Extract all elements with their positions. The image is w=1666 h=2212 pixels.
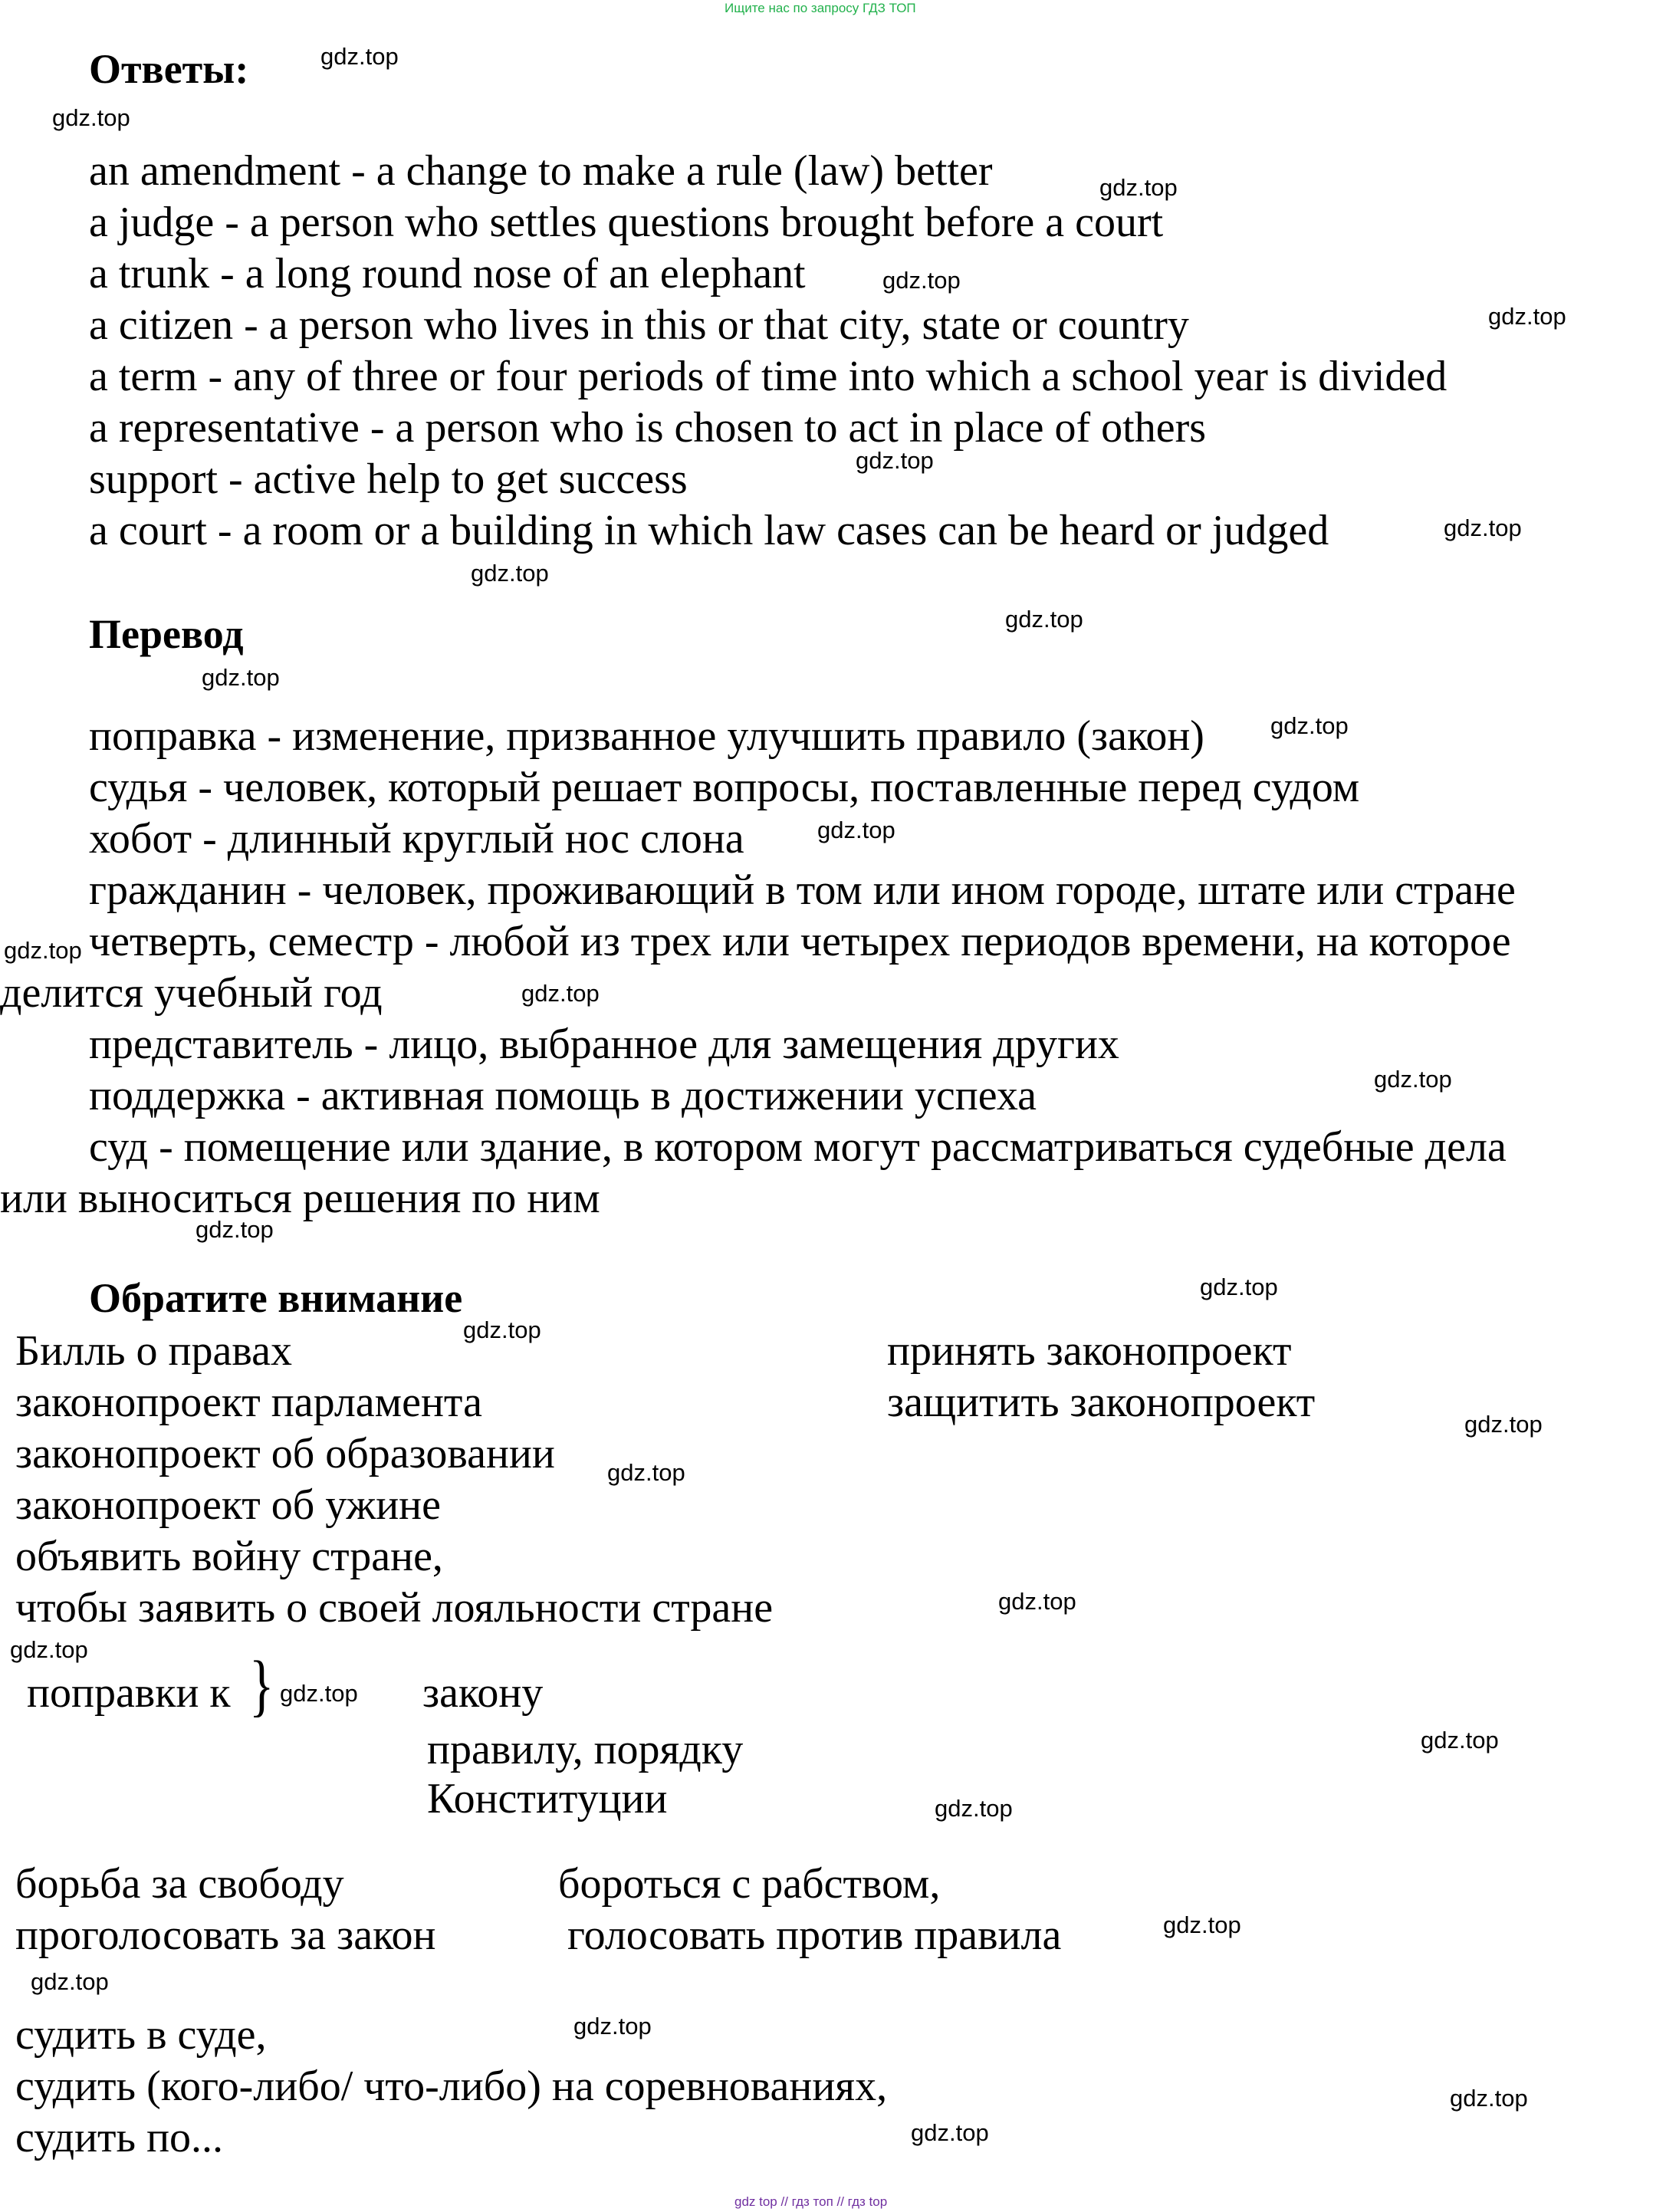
watermark: gdz.top [1374,1066,1452,1093]
watermark: gdz.top [817,817,895,843]
translation-line: гражданин - человек, проживающий в том или ином городе, штате или стране [89,866,1516,914]
answer-item: an amendment - a change to make a rule (law) better [89,147,993,195]
translation-line: поддержка - активная помощь в достижении успеха [89,1072,1037,1119]
pair-left: борьба за свободу [15,1860,344,1908]
watermark: gdz.top [463,1316,541,1343]
watermark: gdz.top [471,560,549,587]
watermark: gdz.top [1163,1911,1241,1938]
translation-line: четверть, семестр - любой из трех или четырех периодов времени, на которое [89,918,1511,965]
answers-heading: Ответы: [89,46,249,92]
translation-line: хобот - длинный круглый нос слона [89,815,744,863]
translation-heading: Перевод [89,611,244,657]
answer-item: a representative - a person who is chosen to act in place of others [89,404,1207,452]
curly-brace: } [249,1648,274,1724]
notice-phrase: чтобы заявить о своей лояльности стране [15,1584,774,1632]
answer-item: a judge - a person who settles questions brought before a court [89,199,1164,246]
judge-line: судить (кого-либо/ что-либо) на соревнованиях, [15,2062,888,2110]
translation-line: представитель - лицо, выбранное для замещения других [89,1021,1119,1068]
watermark: gdz.top [52,104,130,131]
notice-phrase: законопроект парламента [15,1379,482,1426]
notice-heading: Обратите внимание [89,1275,463,1321]
translation-line: поправка - изменение, призванное улучшить правило (закон) [89,712,1204,760]
notice-phrase: защитить законопроект [887,1379,1316,1426]
footer-note: gdz top // гдз топ // гдз top [734,2194,888,2209]
watermark: gdz.top [1488,303,1566,330]
watermark: gdz.top [1005,606,1083,633]
watermark: gdz.top [196,1216,274,1243]
watermark: gdz.top [320,43,399,70]
watermark: gdz.top [10,1636,88,1663]
watermark: gdz.top [1099,174,1178,201]
notice-phrase: Билль о правах [15,1327,292,1375]
watermark: gdz.top [607,1459,685,1486]
notice-phrase: принять законопроект [887,1327,1292,1375]
watermark: gdz.top [573,2013,652,2039]
notice-phrase: законопроект об ужине [15,1481,441,1529]
answer-item: a citizen - a person who lives in this or that city, state or country [89,301,1189,349]
translation-line: судья - человек, который решает вопросы, поставленные перед судом [89,764,1360,811]
watermark: gdz.top [202,664,280,691]
watermark: gdz.top [1444,514,1522,541]
amendments-item: закону [422,1669,544,1717]
amendments-item: правилу, порядку [427,1726,744,1773]
pair-right: бороться с рабством, [558,1860,941,1908]
watermark: gdz.top [1270,712,1349,739]
translation-line: или выноситься решения по ним [0,1175,600,1222]
watermark: gdz.top [882,267,961,294]
pair-left: проголосовать за закон [15,1911,436,1959]
watermark: gdz.top [31,1968,109,1995]
watermark: gdz.top [1464,1411,1543,1438]
answer-item: a term - any of three or four periods of time into which a school year is divided [89,353,1447,400]
watermark: gdz.top [521,980,600,1007]
watermark: gdz.top [1450,2085,1528,2112]
answer-item: support - active help to get success [89,455,688,503]
judge-line: судить в суде, [15,2011,267,2059]
header-note: Ищите нас по запросу ГДЗ ТОП [725,1,916,15]
answer-item: a court - a room or a building in which law cases can be heard or judged [89,507,1329,554]
translation-line: суд - помещение или здание, в котором могут рассматриваться судебные дела [89,1123,1507,1171]
amendments-item: Конституции [427,1775,668,1823]
watermark: gdz.top [935,1795,1013,1822]
judge-line: судить по... [15,2114,224,2161]
watermark: gdz.top [1421,1727,1499,1753]
notice-phrase: законопроект об образовании [15,1430,555,1477]
notice-phrase: объявить войну стране, [15,1533,443,1580]
watermark: gdz.top [4,937,82,964]
watermark: gdz.top [911,2119,989,2146]
watermark: gdz.top [280,1680,358,1707]
translation-line: делится учебный год [0,969,383,1017]
watermark: gdz.top [856,447,934,474]
watermark: gdz.top [998,1588,1076,1615]
watermark: gdz.top [1200,1274,1278,1300]
pair-right: голосовать против правила [567,1911,1062,1959]
answer-item: a trunk - a long round nose of an elephant [89,250,806,297]
amendments-label: поправки к [27,1669,231,1717]
